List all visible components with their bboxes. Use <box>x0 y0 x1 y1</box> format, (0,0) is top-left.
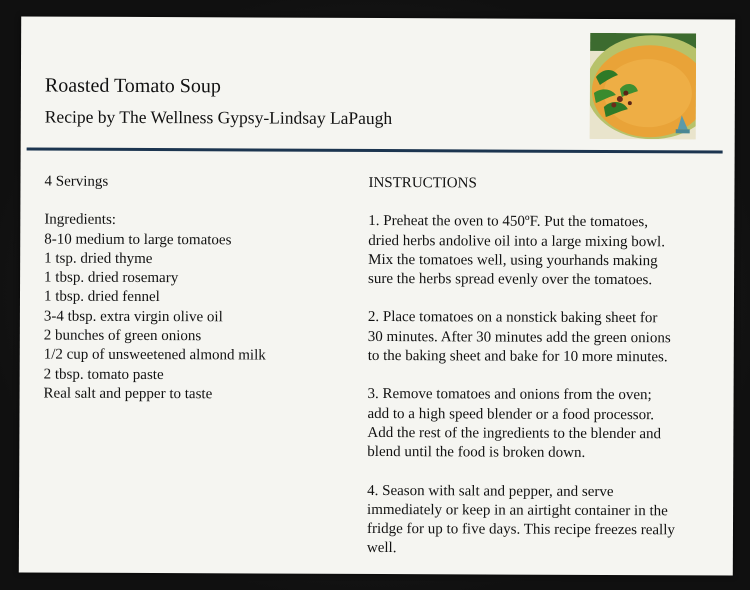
ingredient-item: 2 tbsp. tomato paste <box>43 366 164 383</box>
ingredients-column <box>44 173 355 406</box>
soup-bowl-photo <box>590 33 696 139</box>
divider-rule <box>27 147 723 153</box>
recipe-title: Roasted Tomato Soup <box>44 74 221 98</box>
ingredients-label: Ingredients: <box>44 211 117 229</box>
ingredient-item: 8-10 medium to large tomatoes <box>44 231 232 248</box>
instructions-heading: INSTRUCTIONS <box>368 174 477 192</box>
instruction-step-2 <box>368 308 732 367</box>
ingredient-item: 1/2 cup of unsweetened almond milk <box>43 346 266 364</box>
instruction-line: 2. Place tomatoes on a nonstick baking sheet for <box>367 309 658 327</box>
instruction-line: to the baking sheet and bake for 10 more minutes. <box>367 348 668 366</box>
ingredient-item: 3-4 tbsp. extra virgin olive oil <box>43 308 223 326</box>
recipe-byline: Recipe by The Wellness Gypsy-Lindsay LaPaugh <box>44 106 393 129</box>
instruction-line: 3. Remove tomatoes and onions from the oven; <box>367 386 652 404</box>
instruction-line: blend until the food is broken down. <box>367 444 586 462</box>
instruction-step-1 <box>368 212 732 291</box>
instruction-line: 4. Season with salt and pepper, and serve <box>367 482 614 500</box>
recipe-card <box>19 16 735 575</box>
instructions-column <box>367 174 733 576</box>
instruction-line: well. <box>366 540 397 557</box>
servings-text: 4 Servings <box>44 173 109 190</box>
instruction-line: 30 minutes. After 30 minutes add the green onions <box>367 328 671 347</box>
instruction-line: immediately or keep in an airtight container in the <box>367 501 668 520</box>
ingredients-list <box>44 230 355 405</box>
instruction-line: sure the herbs spread evenly over the tomatoes. <box>368 271 653 289</box>
instruction-line: add to a high speed blender or a food processor. <box>367 405 655 423</box>
instruction-step-3 <box>367 385 731 464</box>
ingredient-item: Real salt and pepper to taste <box>43 385 213 403</box>
ingredient-item: 1 tbsp. dried rosemary <box>44 269 179 287</box>
instruction-line: 1. Preheat the oven to 450ºF. Put the tomatoes, <box>368 213 649 231</box>
instruction-line: Mix the tomatoes well, using yourhands making <box>368 251 658 270</box>
ingredient-item: 2 bunches of green onions <box>43 327 202 345</box>
ingredient-item: 1 tsp. dried thyme <box>44 250 153 267</box>
ingredient-item: 1 tbsp. dried fennel <box>43 289 160 306</box>
instruction-line: Add the rest of the ingredients to the blender and <box>367 424 662 443</box>
soup-bowl-icon <box>590 33 696 139</box>
instruction-step-4 <box>367 482 731 561</box>
instruction-line: dried herbs andolive oil into a large mixing bowl. <box>368 232 666 250</box>
instruction-line: fridge for up to five days. This recipe freezes really <box>366 521 675 539</box>
